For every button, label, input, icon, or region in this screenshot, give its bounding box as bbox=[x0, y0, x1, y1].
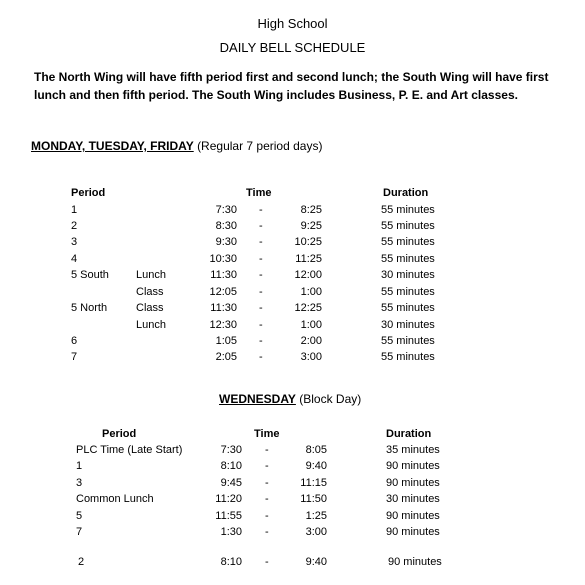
block-row-dash: - bbox=[265, 477, 269, 489]
regular-row-end-time: 8:25 bbox=[300, 204, 322, 216]
regular-row-dash: - bbox=[259, 335, 263, 347]
block-row-start-time: 9:45 bbox=[220, 477, 242, 489]
regular-row-start-time: 10:30 bbox=[209, 253, 237, 265]
regular-row-dash: - bbox=[259, 319, 263, 331]
regular-row-duration: 55 minutes bbox=[381, 204, 435, 216]
block-row-period: 1 bbox=[76, 460, 83, 472]
regular-row-subperiod: Class bbox=[136, 302, 164, 314]
regular-row-start-time: 2:05 bbox=[215, 351, 237, 363]
regular-row-dash: - bbox=[259, 236, 263, 248]
intro-paragraph: The North Wing will have fifth period first and second lunch; the South Wing will have first lunch and then fifth period. The South Wing includes Business, P. E. and Art classes. bbox=[34, 70, 549, 102]
block-row-duration: 90 minutes bbox=[388, 556, 442, 568]
regular-row-end-time: 10:25 bbox=[294, 236, 322, 248]
block-row-start-time: 11:55 bbox=[215, 510, 242, 522]
block-row-duration: 90 minutes bbox=[386, 510, 440, 522]
regular-row-period: 2 bbox=[71, 220, 78, 232]
block-row-end-time: 11:50 bbox=[300, 493, 327, 505]
regular-row-end-time: 2:00 bbox=[300, 335, 322, 347]
document-title: DAILY BELL SCHEDULE bbox=[219, 40, 366, 55]
regular-row-end-time: 1:00 bbox=[300, 319, 322, 331]
regular-row-start-time: 11:30 bbox=[210, 302, 237, 314]
block-row-dash: - bbox=[265, 526, 269, 538]
block-row-duration: 90 minutes bbox=[386, 460, 440, 472]
regular-row-start-time: 12:05 bbox=[209, 286, 237, 298]
regular-row-duration: 55 minutes bbox=[381, 302, 435, 314]
regular-row-end-time: 1:00 bbox=[300, 286, 322, 298]
regular-row-end-time: 9:25 bbox=[300, 220, 322, 232]
regular-row-dash: - bbox=[259, 286, 263, 298]
regular-row-period: 1 bbox=[71, 204, 78, 216]
regular-days: MONDAY, TUESDAY, FRIDAY bbox=[31, 139, 194, 153]
regular-note: (Regular 7 period days) bbox=[197, 139, 323, 153]
block-row-start-time: 8:10 bbox=[220, 556, 242, 568]
regular-row-subperiod: Class bbox=[136, 286, 164, 298]
regular-row-period: 3 bbox=[71, 236, 78, 248]
regular-row-dash: - bbox=[259, 253, 263, 265]
regular-row-dash: - bbox=[259, 351, 263, 363]
regular-row-start-time: 12:30 bbox=[209, 319, 237, 331]
block-row-dash: - bbox=[265, 444, 269, 456]
regular-row-dash: - bbox=[259, 269, 263, 281]
block-row-start-time: 7:30 bbox=[220, 444, 242, 456]
block-row-start-time: 1:30 bbox=[220, 526, 242, 538]
regular-row-period: 7 bbox=[71, 351, 78, 363]
block-row-period: PLC Time (Late Start) bbox=[76, 444, 183, 456]
block-row-dash: - bbox=[265, 556, 269, 568]
regular-row-duration: 55 minutes bbox=[381, 253, 435, 265]
regular-row-duration: 55 minutes bbox=[381, 220, 435, 232]
block-duration-header: Duration bbox=[386, 428, 432, 440]
regular-row-dash: - bbox=[259, 204, 263, 216]
block-row-start-time: 8:10 bbox=[220, 460, 242, 472]
block-period-header: Period bbox=[102, 428, 137, 440]
block-row-dash: - bbox=[265, 493, 269, 505]
regular-row-start-time: 11:30 bbox=[210, 269, 237, 281]
block-row-dash: - bbox=[265, 510, 269, 522]
block-note: (Block Day) bbox=[299, 392, 362, 406]
regular-row-period: 4 bbox=[71, 253, 78, 265]
block-row-start-time: 11:20 bbox=[215, 493, 242, 505]
regular-period-header: Period bbox=[71, 187, 106, 199]
regular-row-start-time: 7:30 bbox=[215, 204, 237, 216]
regular-row-dash: - bbox=[259, 302, 263, 314]
block-row-end-time: 1:25 bbox=[305, 510, 327, 522]
block-row-duration: 90 minutes bbox=[386, 526, 440, 538]
regular-row-subperiod: Lunch bbox=[136, 319, 166, 331]
regular-row-end-time: 12:00 bbox=[294, 269, 322, 281]
block-row-period: 7 bbox=[76, 526, 83, 538]
block-row-end-time: 9:40 bbox=[305, 556, 327, 568]
regular-duration-header: Duration bbox=[383, 187, 429, 199]
regular-row-start-time: 8:30 bbox=[215, 220, 237, 232]
regular-row-dash: - bbox=[259, 220, 263, 232]
regular-row-start-time: 1:05 bbox=[215, 335, 237, 347]
regular-time-header: Time bbox=[246, 187, 272, 199]
block-row-period: 5 bbox=[76, 510, 83, 522]
regular-row-duration: 55 minutes bbox=[381, 286, 435, 298]
regular-row-subperiod: Lunch bbox=[136, 269, 166, 281]
block-section-heading bbox=[219, 392, 361, 406]
regular-row-period: 6 bbox=[71, 335, 78, 347]
block-row-end-time: 11:15 bbox=[300, 477, 327, 489]
regular-row-duration: 55 minutes bbox=[381, 351, 435, 363]
block-row-duration: 35 minutes bbox=[386, 444, 440, 456]
regular-row-duration: 30 minutes bbox=[381, 269, 435, 281]
block-row-period: 2 bbox=[78, 556, 85, 568]
regular-row-period: 5 South bbox=[71, 269, 109, 281]
block-row-duration: 90 minutes bbox=[386, 477, 440, 489]
block-row-period: 3 bbox=[76, 477, 83, 489]
block-days: WEDNESDAY bbox=[219, 392, 296, 406]
regular-row-end-time: 11:25 bbox=[295, 253, 322, 265]
regular-row-duration: 30 minutes bbox=[381, 319, 435, 331]
regular-row-start-time: 9:30 bbox=[215, 236, 237, 248]
block-row-duration: 30 minutes bbox=[386, 493, 440, 505]
regular-row-duration: 55 minutes bbox=[381, 335, 435, 347]
block-row-end-time: 9:40 bbox=[305, 460, 327, 472]
block-row-end-time: 8:05 bbox=[305, 444, 327, 456]
block-row-end-time: 3:00 bbox=[305, 526, 327, 538]
block-time-header: Time bbox=[254, 428, 280, 440]
school-name: High School bbox=[257, 16, 328, 31]
regular-row-end-time: 12:25 bbox=[294, 302, 322, 314]
regular-row-period: 5 North bbox=[71, 302, 108, 314]
regular-section-heading bbox=[31, 139, 322, 153]
block-row-dash: - bbox=[265, 460, 269, 472]
regular-row-end-time: 3:00 bbox=[300, 351, 322, 363]
block-row-period: Common Lunch bbox=[76, 493, 154, 505]
regular-row-duration: 55 minutes bbox=[381, 236, 435, 248]
